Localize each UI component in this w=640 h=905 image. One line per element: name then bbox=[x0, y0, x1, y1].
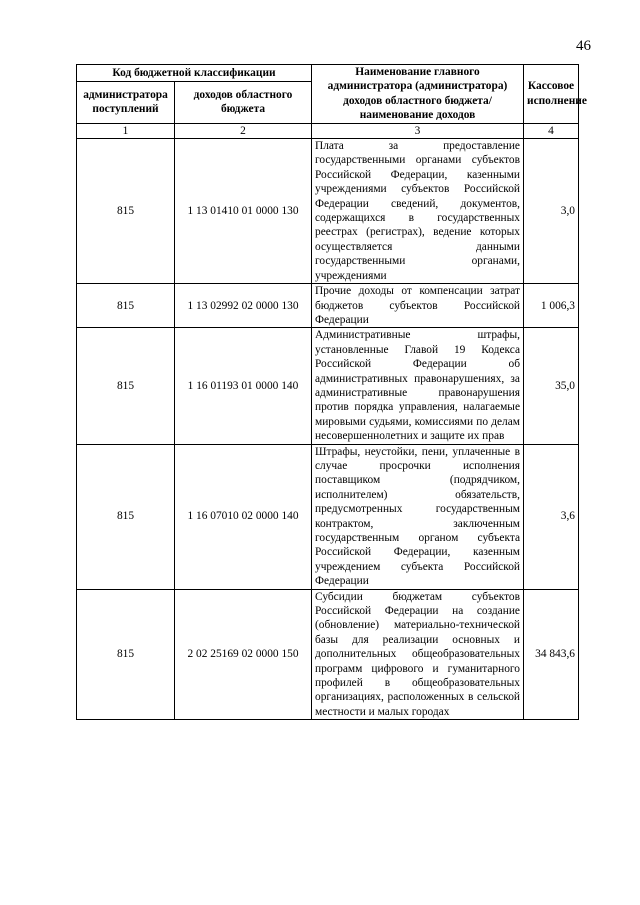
admin-code-cell: 815 bbox=[77, 589, 175, 720]
table-row bbox=[77, 589, 579, 720]
income-code-cell: 1 16 07010 02 0000 140 bbox=[175, 444, 312, 589]
income-name-cell: Субсидии бюджетам субъектов Российской Федерации на создание (обновление) материально-технической базы для реализации основных и дополнительных общеобразовательных программ цифрового и гуманитарного профилей в общеобразовательных организациях, расположенных в сельской местности и малых городах bbox=[312, 589, 524, 720]
amount-cell: 35,0 bbox=[524, 328, 579, 444]
budget-classification-header: Код бюджетной классификации bbox=[77, 65, 312, 82]
admin-code-cell: 815 bbox=[77, 444, 175, 589]
income-name-cell: Прочие доходы от компенсации затрат бюджетов субъектов Российской Федерации bbox=[312, 284, 524, 328]
column-index: 2 bbox=[175, 123, 312, 138]
income-name-cell: Плата за предоставление государственными органами субъектов Российской Федерации, казенными учреждениями субъектов Российской Федерации сведений, документов, содержащихся в государственных реестрах (регистрах), ведение которых осуществляется данными государственными органами, учреждениями bbox=[312, 139, 524, 284]
column-index: 4 bbox=[524, 123, 579, 138]
income-code-column-header: доходов областного бюджета bbox=[175, 81, 312, 123]
income-code-cell: 2 02 25169 02 0000 150 bbox=[175, 589, 312, 720]
table-row bbox=[77, 139, 579, 284]
amount-cell: 3,6 bbox=[524, 444, 579, 589]
income-code-cell: 1 16 01193 01 0000 140 bbox=[175, 328, 312, 444]
column-index: 3 bbox=[312, 123, 524, 138]
admin-code-cell: 815 bbox=[77, 328, 175, 444]
column-index-row bbox=[77, 123, 579, 138]
income-name-cell: Штрафы, неустойки, пени, уплаченные в случае просрочки исполнения поставщиком (подрядчиком, исполнителем) обязательств, предусмотренных государственным контрактом, заключенным государственным органом субъекта Российской Федерации, казенным учреждением субъекта Российской Федерации bbox=[312, 444, 524, 589]
admin-code-cell: 815 bbox=[77, 284, 175, 328]
amount-cell: 1 006,3 bbox=[524, 284, 579, 328]
income-name-cell: Административные штрафы, установленные Главой 19 Кодекса Российской Федерации об административных правонарушениях, за административные правонарушения против порядка управления, налагаемые мировыми судьями, комиссиями по делам несовершеннолетних и защите их прав bbox=[312, 328, 524, 444]
table-row bbox=[77, 284, 579, 328]
admin-column-header: администратора поступлений bbox=[77, 81, 175, 123]
amount-cell: 3,0 bbox=[524, 139, 579, 284]
table-row bbox=[77, 328, 579, 444]
column-index: 1 bbox=[77, 123, 175, 138]
execution-column-header: Кассовое исполнение bbox=[524, 65, 579, 124]
budget-table bbox=[76, 64, 587, 720]
name-column-header: Наименование главного администратора (администратора) доходов областного бюджета/ наименование доходов bbox=[312, 65, 524, 124]
admin-code-cell: 815 bbox=[77, 139, 175, 284]
table-row bbox=[77, 444, 579, 589]
page-number: 46 bbox=[576, 38, 591, 54]
income-code-cell: 1 13 01410 01 0000 130 bbox=[175, 139, 312, 284]
income-code-cell: 1 13 02992 02 0000 130 bbox=[175, 284, 312, 328]
amount-cell: 34 843,6 bbox=[524, 589, 579, 720]
